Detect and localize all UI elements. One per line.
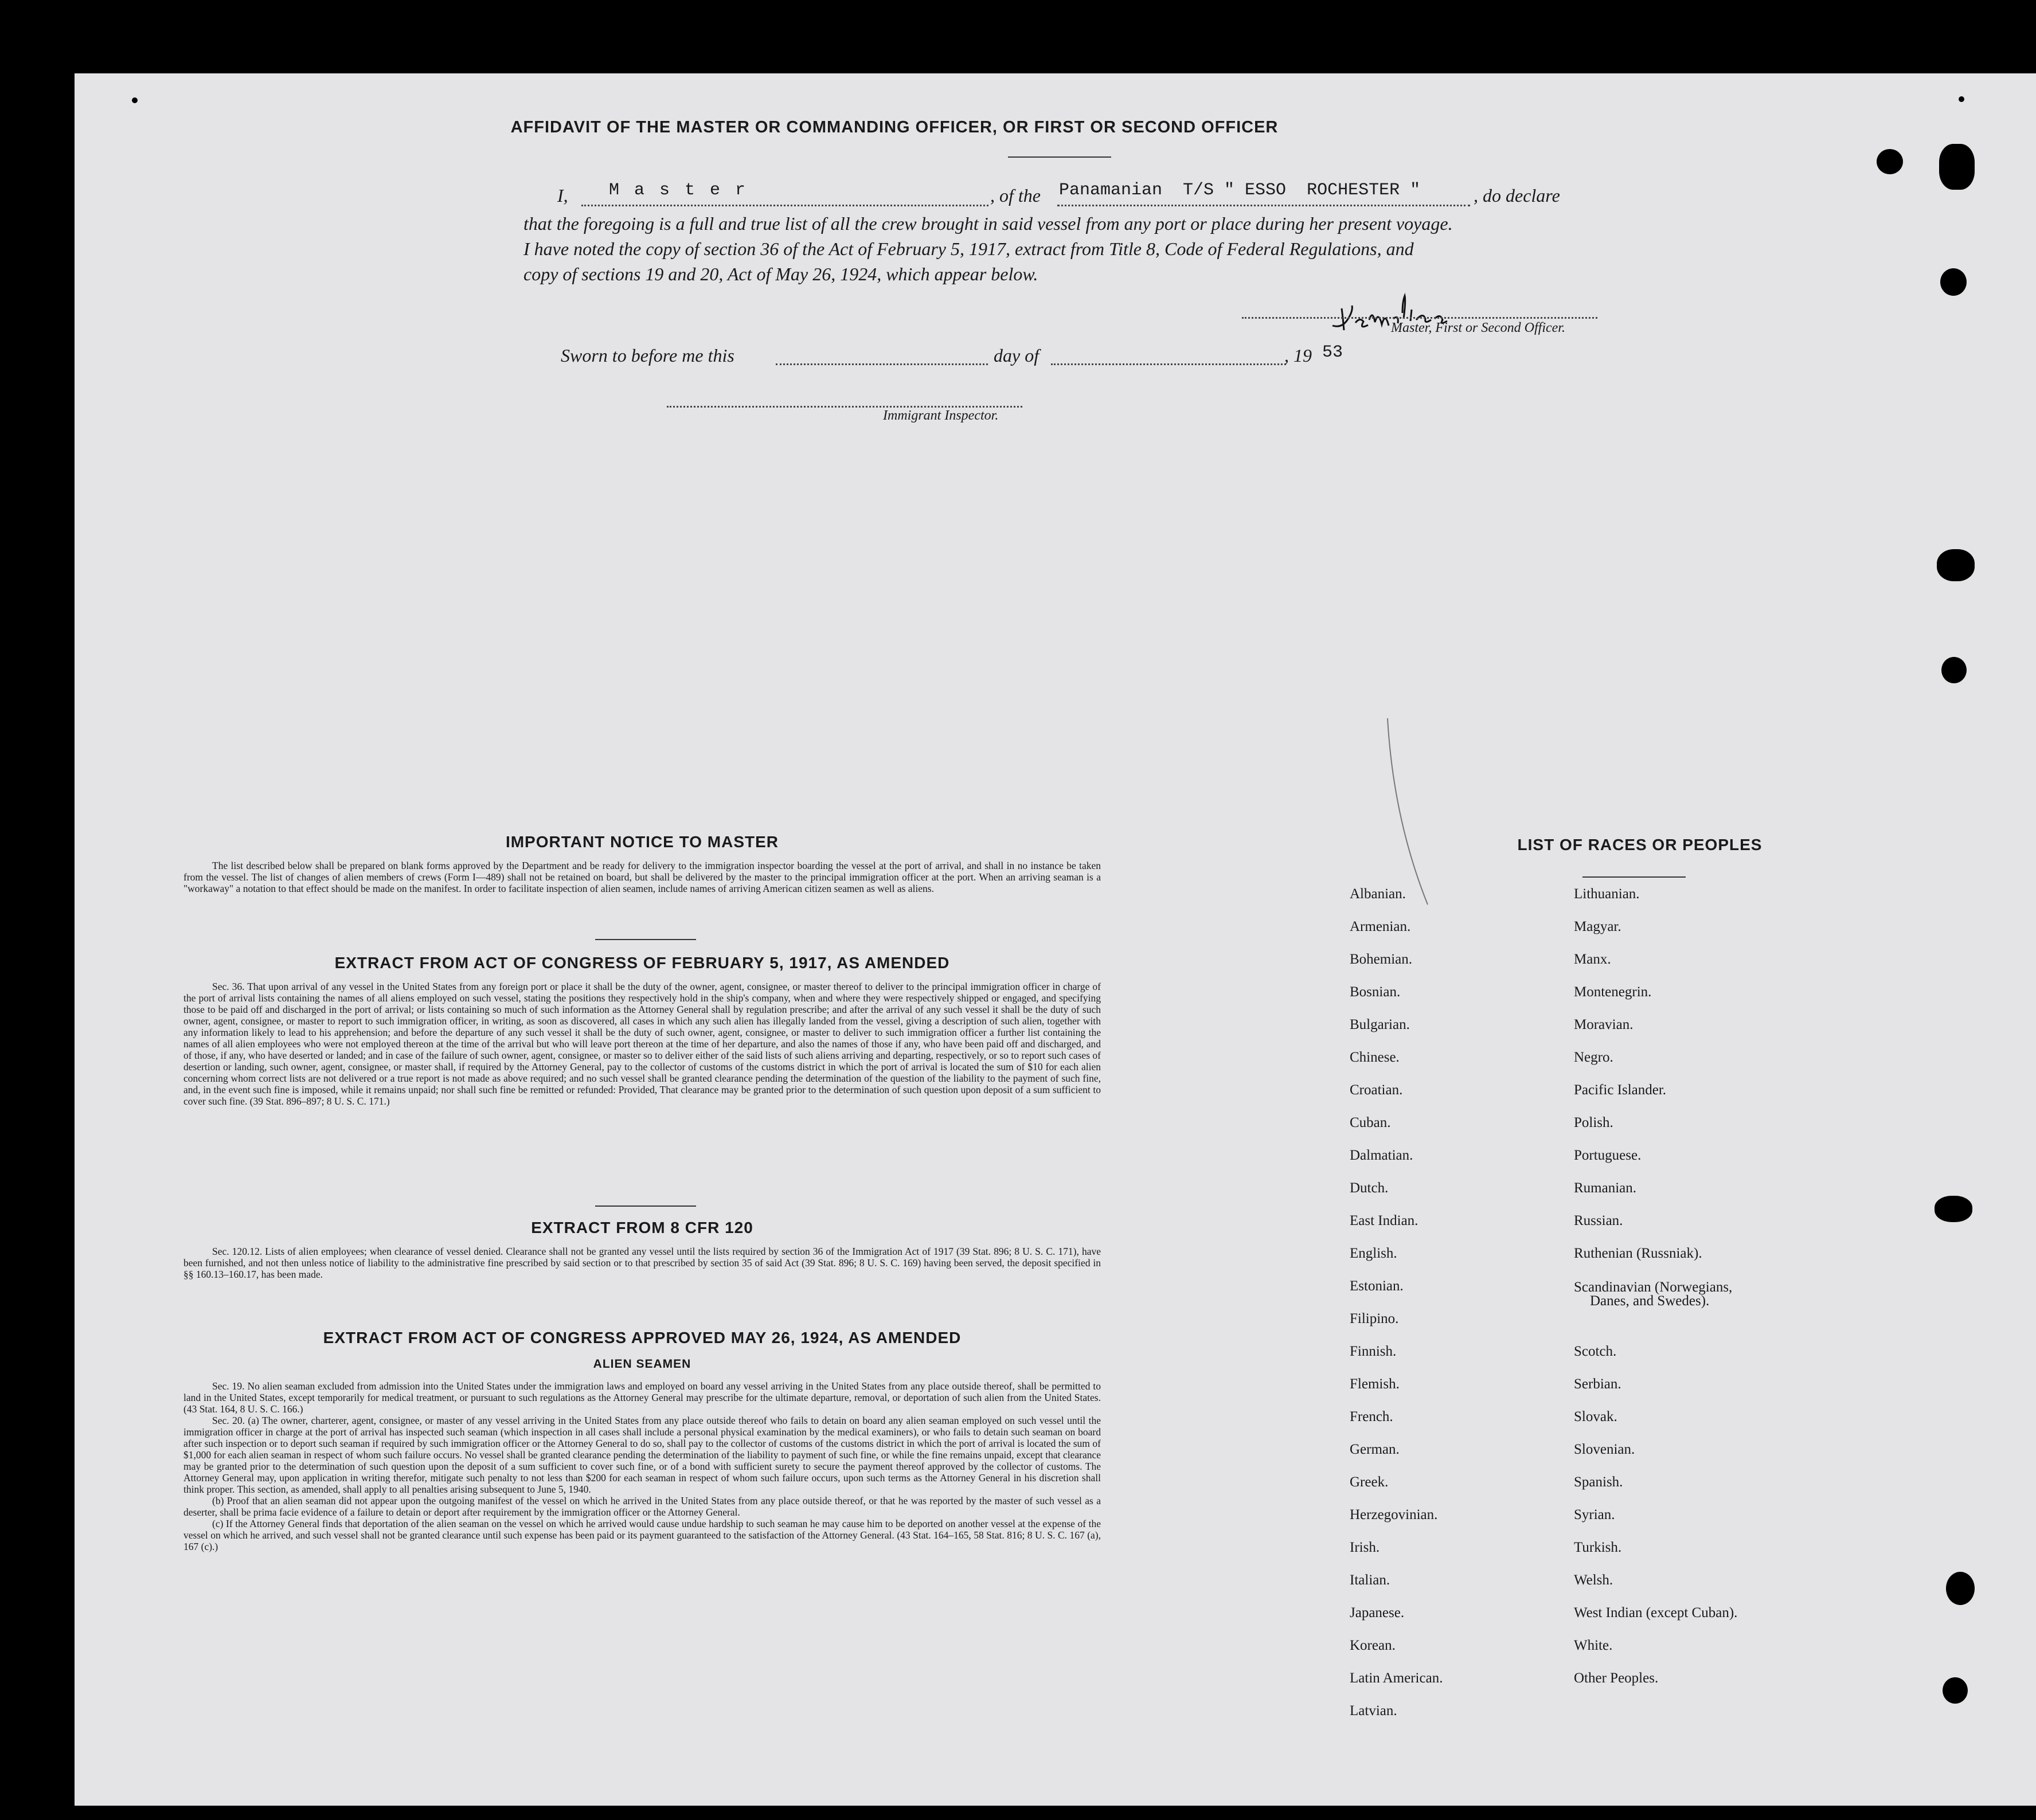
binder-hole — [1946, 1572, 1975, 1605]
vessel-blank — [1057, 205, 1470, 206]
notice-divider — [595, 939, 696, 940]
race-item: Italian. — [1350, 1572, 1390, 1588]
race-item: Dutch. — [1350, 1180, 1389, 1196]
race-item: Portuguese. — [1574, 1148, 1642, 1163]
declaration-line-4: copy of sections 19 and 20, Act of May 26, 1924, which appear below. — [523, 264, 1038, 284]
race-item: Scandinavian (Norwegians, — [1574, 1279, 1733, 1295]
sworn-label: Sworn to before me this — [561, 345, 734, 366]
notice-title: IMPORTANT NOTICE TO MASTER — [505, 833, 779, 851]
race-item: Finnish. — [1350, 1344, 1397, 1359]
race-item: Albanian. — [1350, 886, 1406, 902]
race-item: German. — [1350, 1442, 1400, 1457]
sworn-day-blank — [776, 363, 988, 365]
race-item: Scotch. — [1574, 1344, 1617, 1359]
binder-hole — [1939, 144, 1975, 190]
race-item: French. — [1350, 1409, 1393, 1424]
race-item: Rumanian. — [1574, 1180, 1637, 1196]
race-item: Magyar. — [1574, 919, 1621, 934]
race-item: Bohemian. — [1350, 952, 1413, 967]
race-item: Irish. — [1350, 1540, 1380, 1555]
day-label: day of — [994, 345, 1040, 366]
race-item: Spanish. — [1574, 1474, 1623, 1490]
notice-text — [183, 860, 1101, 894]
declare-label: , do declare — [1474, 185, 1560, 206]
name-value: M a s t e r — [609, 181, 748, 200]
race-item: Bosnian. — [1350, 984, 1401, 1000]
inspector-signature-line — [667, 406, 1022, 408]
race-item: Armenian. — [1350, 919, 1411, 934]
binder-hole — [1943, 1677, 1968, 1704]
race-item: Ruthenian (Russniak). — [1574, 1246, 1702, 1261]
extract-cfr-title: EXTRACT FROM 8 CFR 120 — [531, 1219, 753, 1236]
race-item: Montenegrin. — [1574, 984, 1652, 1000]
race-item: English. — [1350, 1246, 1397, 1261]
sworn-line — [561, 345, 1363, 368]
race-item: Polish. — [1574, 1115, 1613, 1130]
declaration-line-2: that the foregoing is a full and true list of all the crew brought in said vessel from any port or place during her present voyage. — [523, 213, 1453, 234]
race-item: Russian. — [1574, 1213, 1623, 1228]
race-item: Slovenian. — [1574, 1442, 1635, 1457]
race-item: Slovak. — [1574, 1409, 1617, 1424]
binder-hole — [1941, 657, 1967, 683]
race-item: Filipino. — [1350, 1311, 1399, 1326]
extract-1917-divider — [595, 1205, 696, 1207]
race-item: Latvian. — [1350, 1703, 1397, 1719]
race-item: Pacific Islander. — [1574, 1082, 1667, 1098]
year-value: 53 — [1322, 343, 1343, 362]
extract-cfr-text — [183, 1246, 1101, 1280]
race-item: Turkish. — [1574, 1540, 1622, 1555]
stray-pencil-mark — [1382, 715, 1433, 910]
race-item: Other Peoples. — [1574, 1670, 1659, 1686]
races-divider — [1582, 876, 1686, 878]
binder-hole — [1935, 1196, 1972, 1222]
race-item: Danes, and Swedes). — [1590, 1293, 1710, 1309]
race-item: Bulgarian. — [1350, 1017, 1410, 1032]
inspector-caption: Immigrant Inspector. — [883, 408, 999, 423]
races-title: LIST OF RACES OR PEOPLES — [1517, 836, 1763, 854]
declaration-line-1 — [557, 181, 1675, 208]
corner-mark — [1959, 96, 1964, 102]
race-item: Korean. — [1350, 1638, 1396, 1653]
binder-hole — [1877, 149, 1903, 174]
affidavit-title: AFFIDAVIT OF THE MASTER OR COMMANDING OFFICER, OR FIRST OR SECOND OFFICER — [510, 118, 1279, 136]
i-label: I, — [557, 185, 568, 206]
binder-hole — [1937, 549, 1975, 581]
declaration-line-3: I have noted the copy of section 36 of the Act of February 5, 1917, extract from Title 8, Code of Federal Regulations, and — [523, 238, 1414, 259]
section-19-paragraph: Sec. 19. No alien seaman excluded from admission into the United States under the immigration laws and employed on board any vessel arriving in the United States from any place outside thereof, shall be permitted to land in the United States, except temporarily for medical treatment, or pursuant to such regulations as the Attorney General may prescribe for the ultimate departure, removal, or deportation of such alien from the United States. (43 Stat. 164, 8 U. S. C. 166.) — [183, 1380, 1101, 1415]
race-item: Negro. — [1574, 1050, 1613, 1065]
race-item: Herzegovinian. — [1350, 1507, 1438, 1522]
race-item: Lithuanian. — [1574, 886, 1640, 902]
year-prefix: , 19 — [1284, 345, 1312, 366]
race-item: Greek. — [1350, 1474, 1389, 1490]
race-item: Moravian. — [1574, 1017, 1634, 1032]
race-item: Estonian. — [1350, 1278, 1404, 1294]
extract-1924-text — [183, 1380, 1101, 1552]
race-item: Latin American. — [1350, 1670, 1443, 1686]
alien-seamen-subtitle: ALIEN SEAMEN — [593, 1357, 691, 1371]
signature-line — [1242, 317, 1597, 319]
race-item: West Indian (except Cuban). — [1574, 1605, 1738, 1621]
race-item: White. — [1574, 1638, 1613, 1653]
document-page — [75, 73, 2036, 1806]
extract-1924-title: EXTRACT FROM ACT OF CONGRESS APPROVED MAY 26, 1924, AS AMENDED — [323, 1329, 962, 1347]
notice-paragraph: The list described below shall be prepared on blank forms approved by the Department and be ready for delivery to the immigration inspector boarding the vessel at the port of arrival, and shall in no instance be taken from the vessel. The list of changes of alien members of crews (Form I—489) shall not be retained on board, but shall be delivered by the master to the principal immigration officer at the port. When an arriving seaman is a "workaway" a notation to that effect should be made on the manifest. In order to facilitate inspection of alien seamen, include names of arriving American citizen seamen as well as aliens. — [183, 860, 1101, 894]
section-20b-paragraph: (b) Proof that an alien seaman did not appear upon the outgoing manifest of the vessel on which he arrived in the United States from any place outside thereof, or that he was reported by the master of such vessel as a deserter, shall be prima facie evidence of a failure to detain or deport after requirement by the immigration officer or the Attorney General. — [183, 1495, 1101, 1518]
section-20a-paragraph: Sec. 20. (a) The owner, charterer, agent, consignee, or master of any vessel arriving in the United States from any place outside thereof who fails to detain on board any alien seaman employed on such vessel until the immigration officer in charge at the port of arrival has inspected such seaman (which inspection in all cases shall include a personal physical examination by the medical examiners), or who fails to detain such seaman on board after such inspection or to deport such seaman if required by such immigration officer or the Attorney General to do so, shall pay to the collector of customs of the customs district in which the port of arrival is located the sum of $1,000 for each alien seaman in respect of whom such failure occurs. No vessel shall be granted clearance pending the determination of the liability to payment of such fine, or while the fine remains unpaid, except that clearance may be granted prior to the determination of such question upon the deposit of a sum sufficient to cover such fine, or of a bond with sufficient surety to secure the payment thereof approved by the collector of customs. The Attorney General may, upon application in writing therefor, mitigate such penalty to not less than $200 for each seaman in respect of whom such failure occurs, upon such terms as the Attorney General in his discretion shall think proper. This section, as amended, shall apply to all penalties arising subsequent to June 5, 1940. — [183, 1415, 1101, 1495]
race-item: Japanese. — [1350, 1605, 1405, 1621]
race-item: Syrian. — [1574, 1507, 1615, 1522]
race-item: East Indian. — [1350, 1213, 1418, 1228]
section-120-12-paragraph: Sec. 120.12. Lists of alien employees; when clearance of vessel denied. Clearance shall not be granted any vessel until the lists required by section 36 of the Immigration Act of 1917 (39 Stat. 896; 8 U. S. C. 171), have been furnished, and not then unless notice of liability to the administrative fine prescribed by said section or to that prescribed by section 35 of said Act (39 Stat. 896; 8 U. S. C. 169) having been served, the deposit specified in §§ 160.13–160.17, has been made. — [183, 1246, 1101, 1280]
race-item: Croatian. — [1350, 1082, 1403, 1098]
name-blank — [581, 205, 988, 206]
section-36-paragraph: Sec. 36. That upon arrival of any vessel in the United States from any foreign port or place it shall be the duty of the owner, agent, consignee, or master thereof to deliver to the principal immigration officer in charge of the port of arrival lists containing the names of all aliens employed on such vessel, stating the positions they respectively hold in the ship's company, when and where they were respectively shipped or engaged, and specifying those to be paid off and discharged in the port of arrival; or lists containing so much of such information as the Attorney General shall by regulation prescribe; and after the arrival of any such vessel it shall be the duty of such owner, agent, consignee, or master to report to such immigration officer, in writing, as soon as discovered, all cases in which any such alien has illegally landed from the vessel, giving a description of such alien, together with any information likely to lead to his apprehension; and before the departure of any such vessel it shall be the duty of such owner, agent, consignee, or master to deliver to such immigration officer a further list containing the names of all alien employees who were not employed thereon at the time of the arrival but who will leave port thereon at the time of her departure, and also the names of those if any, who have been paid off and discharged, and of those, if any, who have deserted or landed; and in case of the failure of such owner, agent, consignee, or master so to deliver either of the said lists of such aliens arriving and departing, respectively, or so to report such cases of desertion or landing, such owner, agent, consignee, or master shall, if required by the Attorney General, pay to the collector of customs of the customs district in which the port of arrival is located the sum of $10 for each alien concerning whom correct lists are not delivered or a true report is not made as above required; and no such vessel shall be granted clearance pending the determination of the question of the liability to the payment of such fine, and, in the event such fine is imposed, while it remains unpaid; nor shall such fine be remitted or refunded: Provided, That clearance may be granted prior to the determination of such question upon deposit of a sum sufficient to cover such fine. (39 Stat. 896–897; 8 U. S. C. 171.) — [183, 981, 1101, 1107]
signature-caption: Master, First or Second Officer. — [1391, 320, 1565, 335]
section-20c-paragraph: (c) If the Attorney General finds that deportation of the alien seaman on the vessel on which he arrived would cause undue hardship to such seaman he may cause him to be deported on another vessel at the expense of the vessel on which he arrived, and such vessel shall not be granted clearance until such expense has been paid or its payment guaranteed to the satisfaction of the Attorney General. (43 Stat. 164–165, 58 Stat. 816; 8 U. S. C. 167 (a), 167 (c).) — [183, 1518, 1101, 1552]
race-item: Serbian. — [1574, 1376, 1621, 1392]
extract-1917-text — [183, 981, 1101, 1107]
title-divider — [1008, 156, 1111, 158]
binder-hole — [1940, 268, 1967, 296]
race-item: Dalmatian. — [1350, 1148, 1413, 1163]
race-item: Chinese. — [1350, 1050, 1400, 1065]
race-item: Manx. — [1574, 952, 1611, 967]
sworn-month-blank — [1051, 363, 1286, 365]
of-the-label: , of the — [990, 185, 1041, 206]
race-item: Flemish. — [1350, 1376, 1400, 1392]
corner-mark — [132, 97, 138, 103]
vessel-value: Panamanian T/S " ESSO ROCHESTER " — [1059, 181, 1421, 200]
extract-1917-title: EXTRACT FROM ACT OF CONGRESS OF FEBRUARY 5, 1917, AS AMENDED — [334, 954, 950, 972]
race-item: Welsh. — [1574, 1572, 1613, 1588]
race-item: Cuban. — [1350, 1115, 1391, 1130]
